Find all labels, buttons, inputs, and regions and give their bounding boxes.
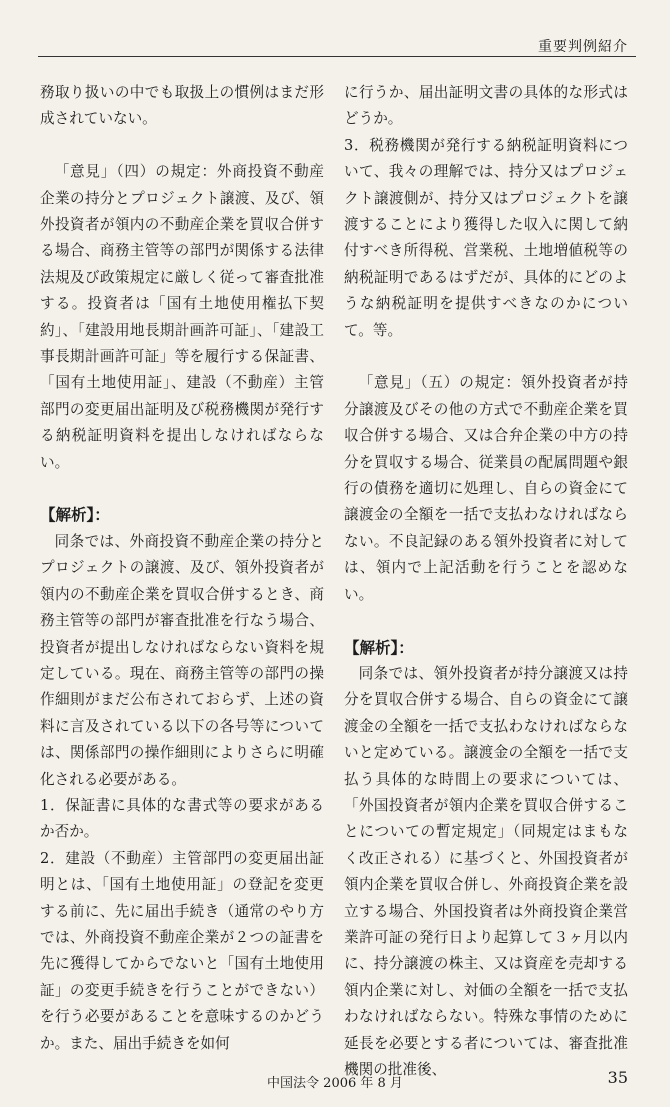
page-number: 35 (607, 1068, 628, 1087)
paragraph-gap (344, 344, 628, 370)
section-heading: 【解析】： (40, 506, 110, 525)
body-paragraph: に行うか、届出証明文書の具体的な形式はどうか。 (344, 84, 628, 128)
footer-publication: 中国法令 2006 年 8 月 (267, 1076, 403, 1091)
body-paragraph: 務取り扱いの中でも取扱上の慣例はまだ形成されていない。 (40, 84, 324, 128)
section-heading: 【解析】： (344, 638, 414, 657)
header-title: 重要判例紹介 (538, 39, 628, 55)
body-paragraph: 同条では、領外投資者が持分譲渡又は持分を買収合併する場合、自らの資金にて譲渡金の全額を一括で支払わなければならないと定めている。譲渡金の全額を一括で支払う具体的な時間上の要求については、「外国投資者が領内企業を買収合併することについての暫定規定」（同規定はまもなく改正される）に基づくと、外国投資者が領内企業を買収合併し、外商投資企業を設立する場合、外国投資者は外商投資企業営業許可証の発行日より起算して３ヶ月以内に、持分譲渡の株主、又は資産を売却する領内企業に対し、対価の全額を一括で支払わなければならない。特殊な事情のために延長を必要とする者については、審査批准機関の批准後、 (344, 664, 628, 1078)
header-rule (38, 56, 636, 57)
right-column (344, 80, 628, 1083)
body-paragraph: 「意見」（五）の規定：領外投資者が持分譲渡及びその他の方式で不動産企業を買収合併する場合、又は合弁企業の中方の持分を買収する場合、従業員の配属問題や銀行の債務を適切に処理し、自らの資金にて譲渡金の全額を一括で支払わなければならない。不良記録のある領外投資者に対しては、領内で上記活動を行うことを認めない。 (344, 374, 628, 603)
body-paragraph: 2．建設（不動産）主管部門の変更届出証明とは、「国有土地使用証」の登記を変更する前に、先に届出手続き（通常のやり方では、外商投資不動産企業が２つの証書を先に獲得してからでないと「国有土地使用証」の変更手続きを行うことができない）を行う必要があることを意味するのかどうか。また、届出手続きを如何 (40, 849, 324, 1052)
paragraph-gap (40, 476, 324, 502)
paragraph-gap (40, 133, 324, 159)
body-paragraph: 「意見」（四）の規定：外商投資不動産企業の持分とプロジェクト譲渡、及び、領外投資者が領内の不動産企業を買収合併する場合、商務主管等の部門が関係する法律法規及び政策規定に厳しく従って審査批准する。投資者は「国有土地使用権払下契約」、「建設用地長期計画許可証」、「建設工事長期計画許可証」等を履行する保証書、「国有土地使用証」、建設（不動産）主管部門の変更届出証明及び税務機関が発行する納税証明資料を提出しなければならない。 (40, 163, 324, 471)
left-column (40, 80, 324, 1057)
body-paragraph: 同条では、外商投資不動産企業の持分とプロジェクトの譲渡、及び、領外投資者が領内の不動産企業を買収合併するとき、商務主管等の部門が審査批准を行なう場合、投資者が提出しなければならない資料を規定している。現在、商務主管等の部門の操作細則がまだ公布されておらず、上述の資料に言及されている以下の各号等については、関係部門の操作細則によりさらに明確化される必要がある。 (40, 532, 324, 788)
paragraph-gap (344, 608, 628, 634)
body-paragraph: 3．税務機関が発行する納税証明資料について、我々の理解では、持分又はプロジェクト譲渡側が、持分又はプロジェクトを譲渡することにより獲得した収入に関して納付すべき所得税、営業税、土地増値税等の納税証明であるはずだが、具体的にどのような納税証明を提供すべきなのかについて。等。 (344, 136, 628, 339)
body-paragraph: 1．保証書に具体的な書式等の要求があるか否か。 (40, 796, 324, 841)
